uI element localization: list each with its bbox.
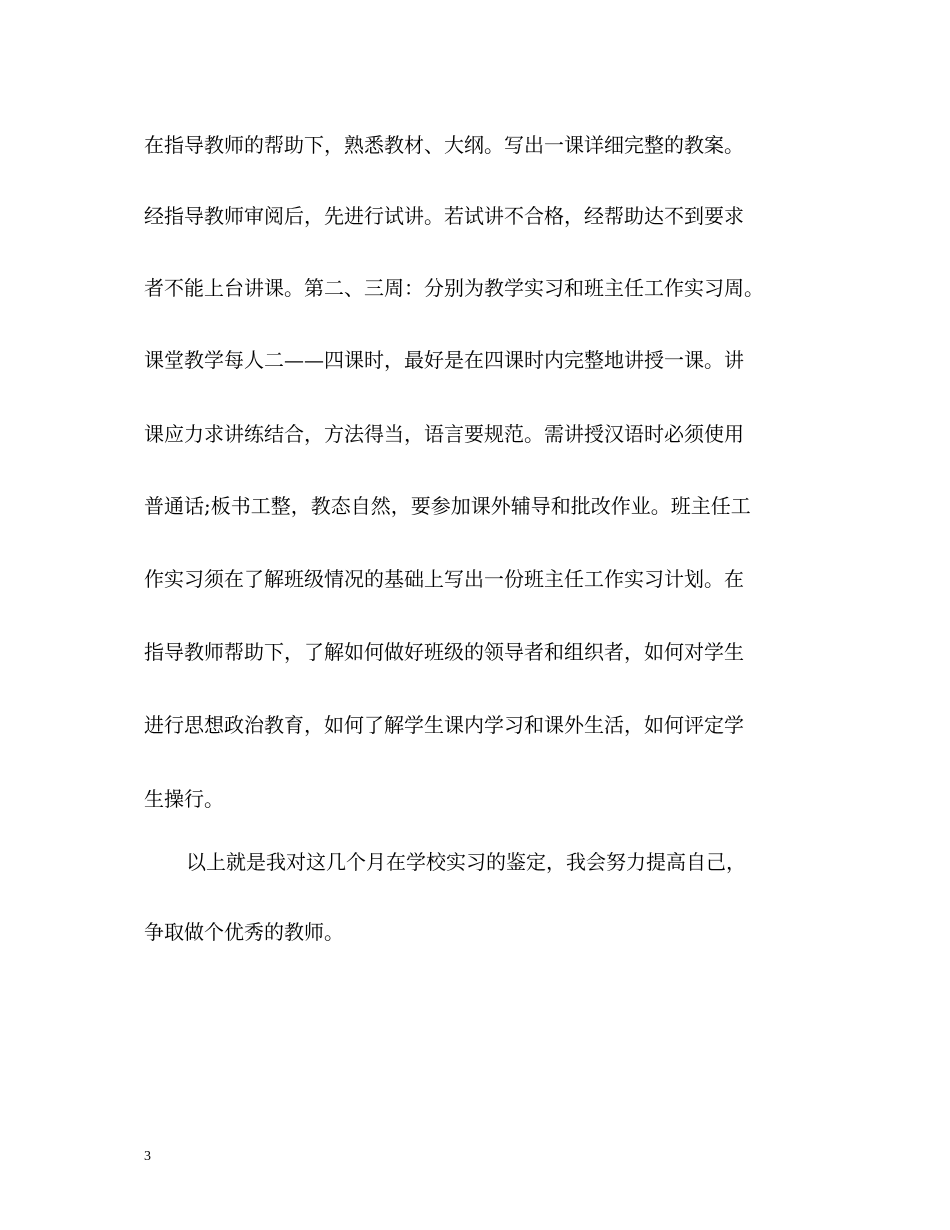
text-line: 普通话;板书工整，教态自然，要参加课外辅导和批改作业。班主任工 <box>144 494 751 518</box>
text-line: 生操行。 <box>144 787 224 811</box>
text-line: 课应力求讲练结合，方法得当，语言要规范。需讲授汉语时必须使用 <box>144 422 744 446</box>
text-line: 争取做个优秀的教师。 <box>144 920 344 944</box>
text-line: 指导教师帮助下，了解如何做好班级的领导者和组织者，如何对学生 <box>144 640 744 664</box>
text-line: 者不能上台讲课。第二、三周：分别为教学实习和班主任工作实习周。 <box>144 276 764 300</box>
text-line: 以上就是我对这几个月在学校实习的鉴定，我会努力提高自己， <box>186 850 746 874</box>
text-line: 作实习须在了解班级情况的基础上写出一份班主任工作实习计划。在 <box>144 567 744 591</box>
text-line: 经指导教师审阅后，先进行试讲。若试讲不合格，经帮助达不到要求 <box>144 204 744 228</box>
text-line: 进行思想政治教育，如何了解学生课内学习和课外生活，如何评定学 <box>144 713 744 737</box>
text-line: 课堂教学每人二——四课时，最好是在四课时内完整地讲授一课。讲 <box>144 348 744 372</box>
text-line: 在指导教师的帮助下，熟悉教材、大纲。写出一课详细完整的教案。 <box>144 133 744 157</box>
page-number: 3 <box>144 1149 151 1164</box>
